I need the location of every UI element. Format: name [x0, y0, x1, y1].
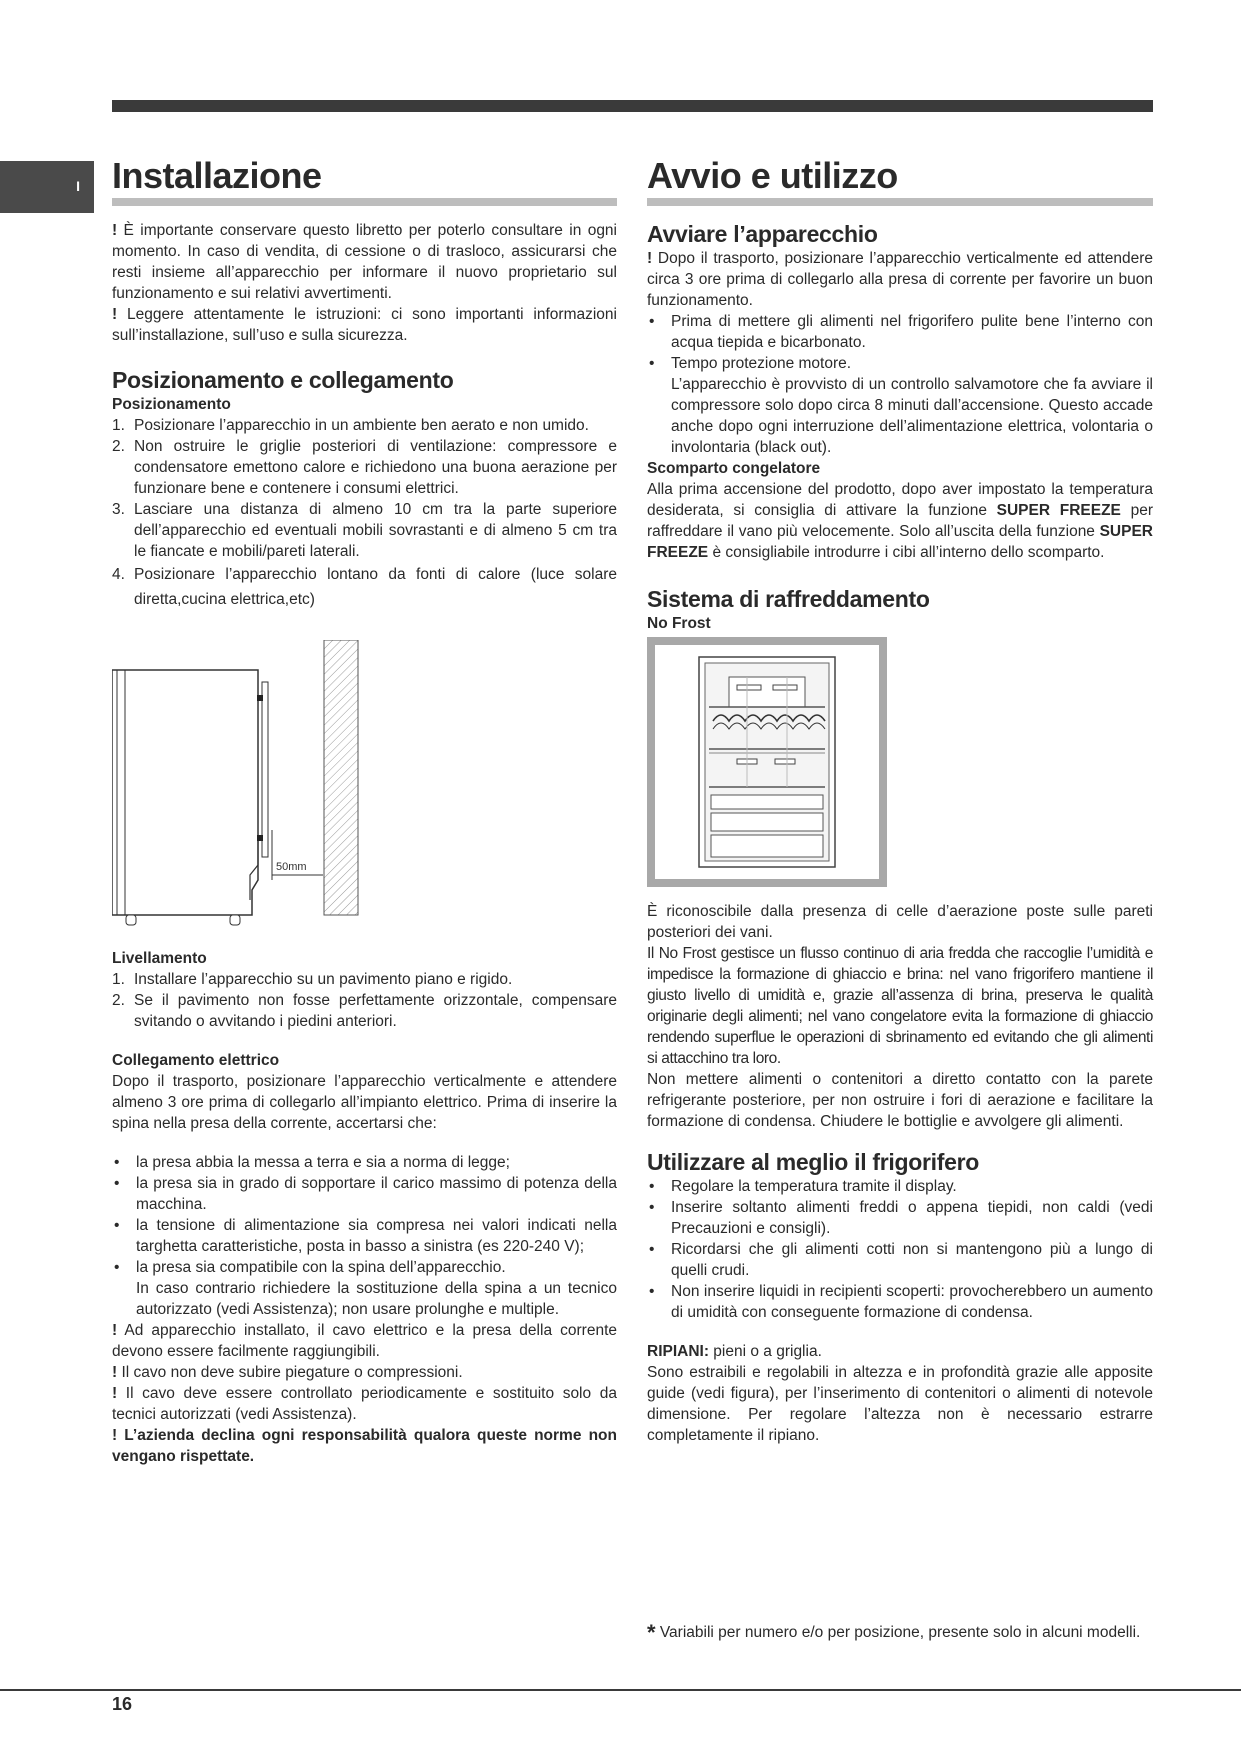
nofrost-paragraph-3: Non mettere alimenti o contenitori a diretto contatto con la parete refrigerante posteriore, per non ostruire i fori di aerazione e facilitare la formazione di condensa. Chiudere le bottiglie e avvolgere gli alimenti. [647, 1071, 1153, 1130]
list-item: • la presa abbia la messa a terra e sia a norma di legge; [112, 1152, 617, 1173]
best-use-heading: Utilizzare al meglio il frigorifero [647, 1149, 980, 1175]
fridge-interior-illustration [647, 637, 887, 887]
start-heading: Avviare l’apparecchio [647, 221, 878, 247]
list-item: 3. Lasciare una distanza di almeno 10 cm tra la parte superiore dell’apparecchio ed eventuali mobili sovrastanti e di almeno 5 cm tra le fiancate e mobili/pareti laterali. [112, 501, 617, 560]
electrical-checklist [112, 1152, 617, 1278]
positioning-subheading: Posizionamento [112, 396, 231, 413]
positioning-heading: Posizionamento e collegamento [112, 367, 454, 393]
top-rule [112, 100, 1153, 112]
list-item: • Ricordarsi che gli alimenti cotti non si mantengono più a lungo di quelli crudi. [647, 1239, 1153, 1281]
fridge-interior-image [647, 637, 887, 887]
freezer-paragraph: Alla prima accensione del prodotto, dopo aver impostato la temperatura desiderata, si consiglia di attivare la funzione SUPER FREEZE per raffreddare il vano più velocemente. Solo all’uscita della funzione SUPER FREEZE è consigliabile introdurre i cibi all’interno dello scomparto. [647, 481, 1153, 561]
list-item: • Regolare la temperatura tramite il display. [647, 1176, 1153, 1197]
cooling-heading: Sistema di raffreddamento [647, 586, 930, 612]
list-item: • Prima di mettere gli alimenti nel frigorifero pulite bene l’interno con acqua tiepida e bicarbonato. [647, 311, 1153, 353]
right-column [647, 156, 1153, 1446]
list-item: • Inserire soltanto alimenti freddi o appena tiepidi, non caldi (vedi Precauzioni e consigli). [647, 1197, 1153, 1239]
list-item: 2. Non ostruire le griglie posteriori di ventilazione: compressore e condensatore emettono calore e richiedono una buona aerazione per funzionare bene e contenere i consumi elettrici. [112, 438, 617, 497]
fridge-side-illustration [112, 640, 372, 930]
list-item: • la presa sia in grado di sopportare il carico massimo di potenza della macchina. [112, 1173, 617, 1215]
list-item: 4. Posizionare l’apparecchio lontano da fonti di calore (luce solare diretta,cucina elettrica,etc) [112, 566, 617, 608]
nofrost-paragraph-1: È riconoscibile dalla presenza di celle d’aerazione poste sulle pareti posteriori dei vani. [647, 903, 1153, 941]
warning-cable-2: ! Il cavo non deve subire piegature o compressioni. [112, 1364, 463, 1381]
clearance-label: 50mm [276, 861, 307, 873]
list-item: • la tensione di alimentazione sia compresa nei valori indicati nella targhetta caratteristiche, posta in basso a sinistra (es 220-240 V); [112, 1215, 617, 1257]
start-list [647, 311, 1153, 374]
warning-cable-1: ! Ad apparecchio installato, il cavo elettrico e la presa della corrente devono essere facilmente raggiungibili. [112, 1322, 617, 1360]
leveling-heading: Livellamento [112, 950, 207, 967]
installazione-title: Installazione [112, 156, 617, 206]
nofrost-paragraph-2: Il No Frost gestisce un flusso continuo di aria fredda che raccoglie l’umidità e impedisce la formazione di ghiaccio e brina: nel vano frigorifero mantiene il giusto livello di umidità e, grazie all’assenza di brina, preserva le qualità originarie degli alimenti; nel vano congelatore evita la formazione di ghiaccio rendendo superflue le operazioni di sbrinamento ed evitando che gli alimenti si attacchino tra loro. [647, 945, 1153, 1067]
list-item: • Non inserire liquidi in recipienti scoperti: provocherebbero un aumento di umidità con conseguente formazione di condensa. [647, 1281, 1153, 1323]
installation-clearance-diagram [112, 640, 617, 930]
electrical-paragraph: Dopo il trasporto, posizionare l’apparecchio verticalmente e attendere almeno 3 ore prima di collegarlo all’impianto elettrico. Prima di inserire la spina nella presa della corrente, accertarsi che: [112, 1073, 617, 1132]
shelves-line: RIPIANI: pieni o a griglia. [647, 1343, 822, 1360]
avvio-title: Avvio e utilizzo [647, 156, 1153, 206]
motor-protection-text: L’apparecchio è provvisto di un controllo salvamotore che fa avviare il compressore solo dopo circa 8 minuti dall’accensione. Questo accade anche dopo ogni interruzione dell’alimentazione elettrica, volontaria o involontaria (black out). [671, 376, 1153, 456]
intro-paragraph-1: ! È importante conservare questo libretto per poterlo consultare in ogni momento. In caso di vendita, di cessione o di trasloco, assicurarsi che resti insieme all’apparecchio per informare il nuovo proprietario sul funzionamento e sui relativi avvertimenti. [112, 222, 617, 302]
electrical-heading: Collegamento elettrico [112, 1052, 280, 1069]
nofrost-subheading: No Frost [647, 615, 711, 632]
liability-warning: ! L’azienda declina ogni responsabilità qualora queste norme non vengano rispettate. [112, 1427, 617, 1465]
start-paragraph: ! Dopo il trasporto, posizionare l’apparecchio verticalmente ed attendere circa 3 ore prima di collegarlo alla presa di corrente per favorire un buon funzionamento. [647, 250, 1153, 309]
electrical-contrary-note: In caso contrario richiedere la sostituzione della spina a un tecnico autorizzato (vedi Assistenza); non usare prolunghe e multiple. [136, 1280, 617, 1318]
list-item: • la presa sia compatibile con la spina dell’apparecchio. [112, 1257, 617, 1278]
list-item: 1. Posizionare l’apparecchio in un ambiente ben aerato e non umido. [112, 417, 589, 434]
list-item: • Tempo protezione motore. [647, 353, 1153, 374]
shelves-paragraph: Sono estraibili e regolabili in altezza e in profondità grazie alle apposite guide (vedi figura), per l’inserimento di contenitori o alimenti di notevole dimensione. Per regolare l’altezza non è necessario estrarre completamente il ripiano. [647, 1364, 1153, 1444]
best-use-list [647, 1176, 1153, 1323]
page-number: 16 [112, 1694, 133, 1714]
language-tab: I [0, 161, 94, 213]
warning-cable-3: ! Il cavo deve essere controllato periodicamente e sostituito solo da tecnici autorizzati (vedi Assistenza). [112, 1385, 617, 1423]
left-column [112, 156, 617, 1467]
leveling-list [112, 969, 617, 1032]
freezer-heading: Scomparto congelatore [647, 460, 821, 477]
list-item: 2. Se il pavimento non fosse perfettamente orizzontale, compensare svitando o avvitando i piedini anteriori. [112, 992, 617, 1030]
list-item: 1. Installare l’apparecchio su un pavimento piano e rigido. [112, 971, 513, 988]
footnote: * Variabili per numero e/o per posizione, presente solo in alcuni modelli. [647, 1620, 1141, 1645]
intro-paragraph-2: ! Leggere attentamente le istruzioni: ci sono importanti informazioni sull’installazione, sull’uso e sulla sicurezza. [112, 306, 617, 344]
footer-rule [0, 1689, 1241, 1691]
positioning-list [112, 415, 617, 612]
